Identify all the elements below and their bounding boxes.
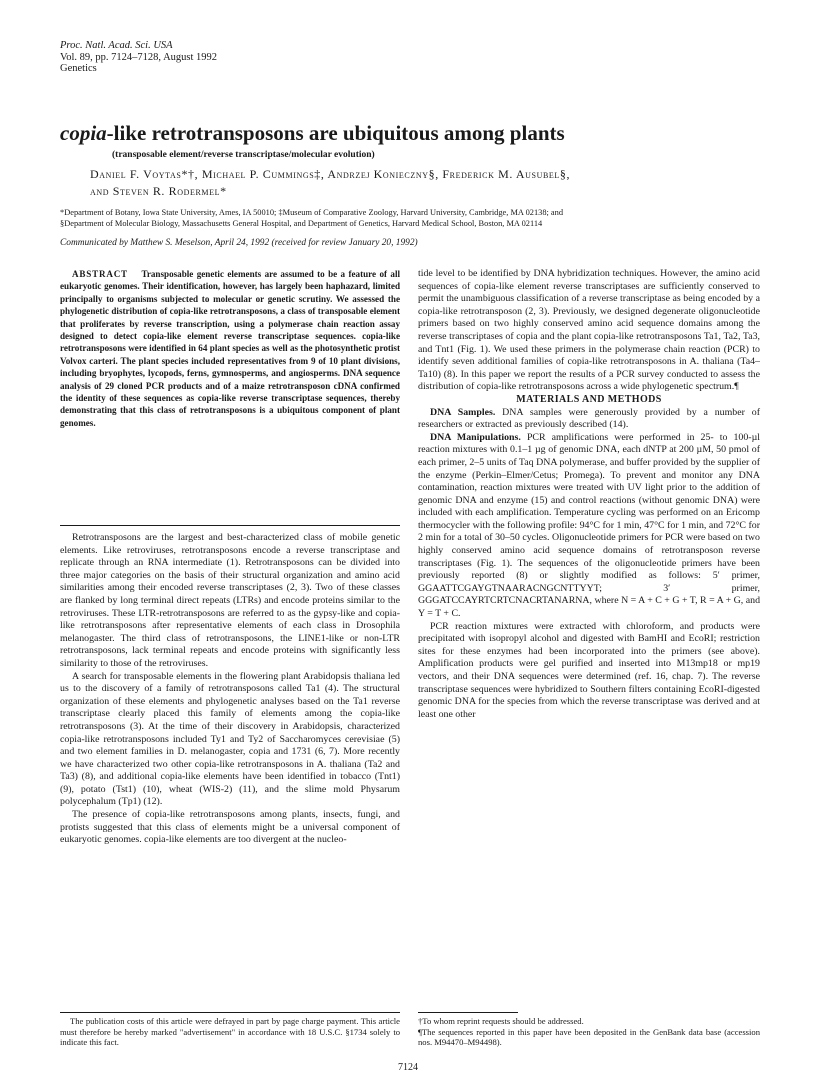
affiliation-line-2: §Department of Molecular Biology, Massachusetts General Hospital, and Department of Genetics, Harvard Medical School, Boston, MA 02114 xyxy=(60,218,543,228)
authors-line-1: Daniel F. Voytas*†, Michael P. Cummings‡, Andrzej Konieczny§, Frederick M. Ausubel§, xyxy=(90,167,571,181)
footnote-genbank: ¶The sequences reported in this paper have been deposited in the GenBank data base (accession nos. M94470–M94498). xyxy=(418,1026,760,1048)
title-rest: -like retrotransposons are ubiquitous among plants xyxy=(106,121,565,145)
abstract-text: Transposable genetic elements are assumed to be a feature of all eukaryotic genomes. Their identification, however, has largely been haphazard, limited principally to organisms subjected to molecular or genetic scrutiny. We assessed the phylogenetic distribution of copia-like retrotransposons, a class of transposable element that proliferates by reverse transcription, using a polymerase chain reaction assay designed to detect copia-like element reverse transcriptase sequences. copia-like retrotransposons were identified in 64 plant species as well as the photosynthetic protist Volvox carteri. The plant species included representatives from 9 of 10 plant divisions, including bryophytes, lycopods, ferns, gymnosperms, and angiosperms. DNA sequence analysis of 29 cloned PCR products and of a maize retrotransposon cDNA confirmed the identity of these sequences as copia-like reverse transcriptase sequences, thereby demonstrating that this class of retrotransposons is a ubiquitous component of plant genomes. xyxy=(60,269,400,428)
publication-cost-note: The publication costs of this article were defrayed in part by page charge payment. This article must therefore be hereby marked "advertisement" in accordance with 18 U.S.C. §1734 solely to indicate this fact. xyxy=(60,1016,400,1048)
authors-line-2: and Steven R. Rodermel* xyxy=(90,184,227,198)
journal-volume: Vol. 89, pp. 7124–7128, August 1992 xyxy=(60,51,218,63)
abstract-label: ABSTRACT xyxy=(72,269,128,279)
affiliations xyxy=(60,208,770,229)
dna-manipulations-head: DNA Manipulations. xyxy=(430,431,521,443)
dna-samples-head: DNA Samples. xyxy=(430,406,496,418)
abstract-divider xyxy=(60,525,400,526)
affiliation-line-1: *Department of Botany, Iowa State University, Ames, IA 50010; ‡Museum of Comparative Zoology, Harvard University, Cambridge, MA 02138; and xyxy=(60,208,564,217)
abstract xyxy=(60,268,400,429)
right-column xyxy=(418,268,760,721)
communicated-by: Communicated by Matthew S. Meselson, April 24, 1992 (received for review January 20, 1992) xyxy=(60,238,418,248)
authors xyxy=(90,166,770,200)
pcr-paragraph: PCR reaction mixtures were extracted with chloroform, and products were precipitated with isopropyl alcohol and digested with BamHI and EcoRI; restriction sites for these enzymes had been incorporated into the primers (see above). Amplification products were gel purified and inserted into M13mp18 or mp19 vectors, and their DNA sequences were determined (ref. 16, chap. 7). The reverse transcriptase sequences were hybridized to Southern filters containing EcoRI-digested genomic DNA for the species from which the reverse transcriptase was derived and at least one other xyxy=(418,620,760,720)
footnote-divider-left xyxy=(60,1012,400,1013)
intro-paragraph-3: The presence of copia-like retrotransposons among plants, insects, fungi, and protists suggested that this class of elements might be a universal component of eukaryotic genomes. copia-like elements are too divergent at the nucleo- xyxy=(60,809,400,846)
keywords: (transposable element/reverse transcriptase/molecular evolution) xyxy=(112,150,375,160)
journal-section: Genetics xyxy=(60,63,97,74)
dna-manipulations-paragraph xyxy=(418,432,760,621)
dna-samples-paragraph xyxy=(418,407,760,432)
dna-manipulations-text: PCR amplifications were performed in 25- to 100-µl reaction mixtures with 0.1–1 µg of genomic DNA, each dNTP at 200 µM, 50 pmol of each primer, 2–5 units of Taq DNA polymerase, and buffer provided by the supplier of the enzyme (Perkin–Elmer/Cetus; Promega). To prevent and monitor any DNA contamination, reaction mixtures were treated with UV light prior to the addition of genomic DNA and enzyme (15) and control reactions (without genomic DNA) were included with each amplification. Temperature cycling was performed on an Ericomp thermocycler with the following profile: 94°C for 1 min, 47°C for 1 min, and 72°C for 2 min for a total of 30–50 cycles. Oligonucleotide primers for PCR were based on two highly conserved amino acid sequence domains of retrotransposon reverse transcriptases (Fig. 1). The sequences of the oligonucleotide primers have been previously reported (8) or slightly modified as follows: 5′ primer, GGAATTCGAYGTNAARACNGCNTTYYT; 3′ primer, GGGATCCAYRTCRTCNACRTANARNA, where N = A + C + G + T, R = A + G, and Y = T + C. xyxy=(418,431,761,620)
left-column xyxy=(60,532,400,847)
intro-paragraph-1: Retrotransposons are the largest and best-characterized class of mobile genetic elements. Like retroviruses, retrotransposons encode a reverse transcriptase and replicate through an RNA intermediate (1). Retrotransposons can be divided into three major categories on the basis of their structural organization and amino acid similarities among their encoded reverse transcriptases (2, 3). Two of these classes are flanked by long terminal direct repeats (LTRs) and encode proteins similar to the retroviruses. These LTR-retrotransposons are referred to as the gypsy-like and copia-like retrotransposons after representative elements of each class in Drosophila melanogaster. The third class of retrotransposons, the LINE1-like or non-LTR retrotransposons, lack terminal repeats and encode proteins with significantly less similarity to those of the retroviruses. xyxy=(60,532,400,669)
page-number: 7124 xyxy=(398,1062,418,1073)
section-heading-methods: MATERIALS AND METHODS xyxy=(516,393,662,405)
article-title xyxy=(60,120,760,146)
journal-name: Proc. Natl. Acad. Sci. USA xyxy=(60,40,173,51)
intro-paragraph-2: A search for transposable elements in the flowering plant Arabidopsis thaliana led us to the discovery of a family of retrotransposons called Ta1 (4). The structural organization of these elements and phylogenetic analyses based on the Ta1 reverse transcriptase clearly placed this family of elements among the copia-like retrotransposons (3). At the time of their discovery in Arabidopsis, characterized copia-like retrotransposons included Ty1 and Ty2 of Saccharomyces cerevisiae (5) and two element families in D. melanogaster, copia and 1731 (6, 7). More recently we have characterized two other copia-like retrotransposons in A. thaliana (Ta2 and Ta3) (8), and additional copia-like elements have been identified in tobacco (Tnt1) (9), potato (Tst1) (10), wheat (WIS-2) (11), and the slime mold Physarum polycephalum (Tp1) (12). xyxy=(60,670,400,808)
journal-header xyxy=(60,40,217,75)
dna-samples-text: DNA samples were generously provided by a number of researchers or extracted as previously described (14). xyxy=(418,406,761,431)
title-italic: copia xyxy=(60,121,107,145)
footnote-divider-right xyxy=(418,1012,518,1013)
intro-continued: tide level to be identified by DNA hybridization techniques. However, the amino acid sequences of copia-like element reverse transcriptases are sufficiently conserved to permit the unambiguous classification of a reverse transcriptase as being encoded by a copia-like retrotransposon (2, 3). Previously, we designed degenerate oligonucleotide primers based on two highly conserved amino acid sequence domains among the reverse transcriptases of copia and the plant copia-like retrotransposons Ta1, Ta2, Ta3, and Tnt1 (Fig. 1). We used these primers in the polymerase chain reaction (PCR) to identify seven additional families of copia-like retrotransposons in A. thaliana (Ta4–Ta10) (8). In this paper we report the results of a PCR survey conducted to assess the distribution of copia-like retrotransposons across a wide phylogenetic spectrum.¶ xyxy=(418,268,760,393)
footnote-reprint: †To whom reprint requests should be addressed. xyxy=(418,1016,584,1026)
footnotes-right xyxy=(418,1016,760,1048)
